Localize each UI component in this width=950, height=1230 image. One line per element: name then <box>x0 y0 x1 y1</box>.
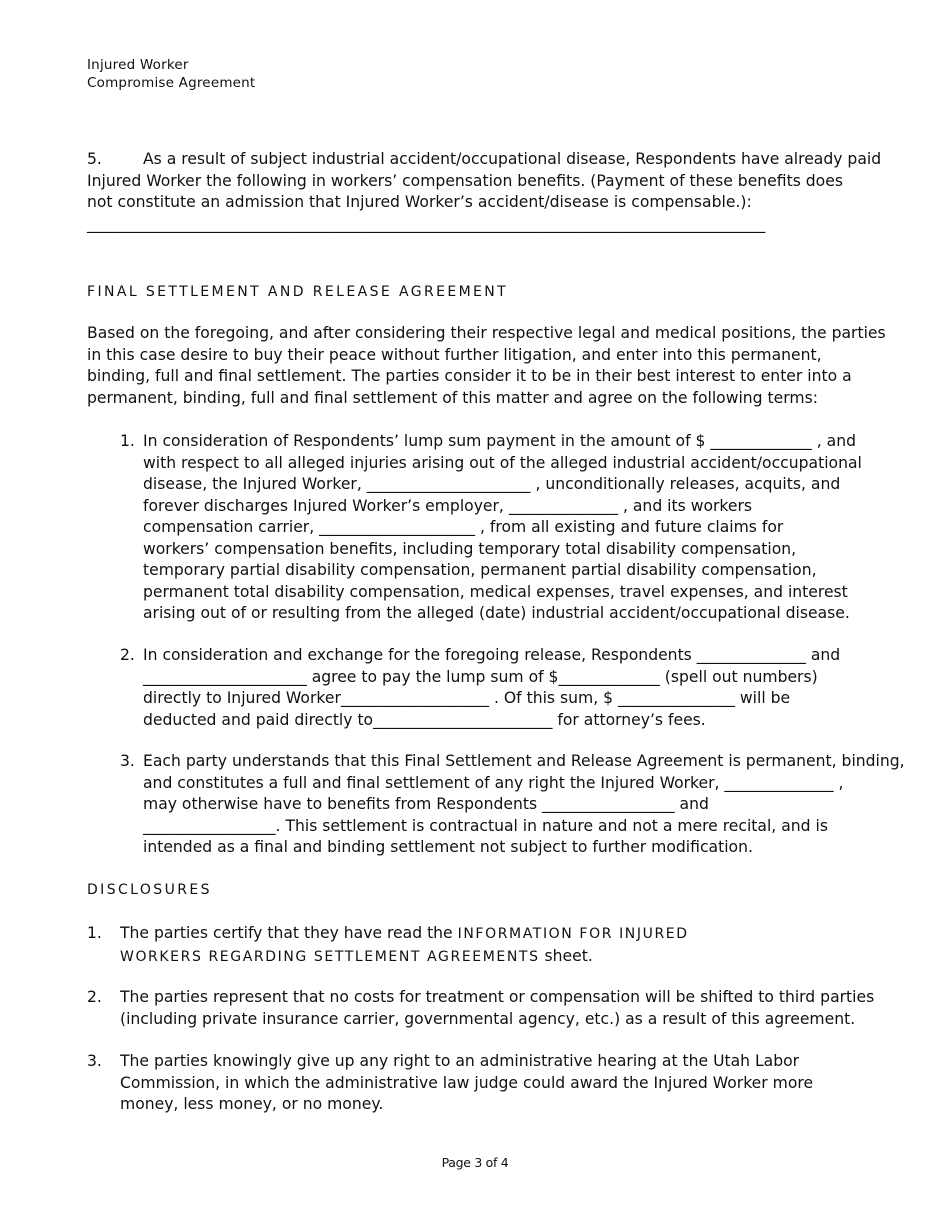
disclosure-1-line2 <box>120 946 689 969</box>
disclosure-2-number: 2. <box>87 988 102 1006</box>
header-title-line1: Injured Worker <box>87 57 189 73</box>
disclosure-1-sheet-title-part1: INFORMATION FOR INJURED <box>457 926 689 942</box>
disclosure-2-body <box>120 987 874 1030</box>
term-1-number: 1. <box>120 432 135 450</box>
disclosure-3-line: The parties knowingly give up any right to an administrative hearing at the Utah Labor <box>120 1052 800 1070</box>
disclosure-2-line: (including private insurance carrier, governmental agency, etc.) as a result of this agreement. <box>120 1009 856 1028</box>
disclosure-2-line: The parties represent that no costs for treatment or compensation will be shifted to third parties <box>120 988 875 1006</box>
disclosure-3-number: 3. <box>87 1052 102 1070</box>
section-5-line3: not constitute an admission that Injured Worker’s accident/disease is compensable.): <box>87 193 752 211</box>
term-1-line: workers’ compensation benefits, including temporary total disability compensation, <box>143 539 797 558</box>
final-settlement-heading: FINAL SETTLEMENT AND RELEASE AGREEMENT <box>87 284 509 300</box>
term-2-line: directly to Injured Worker___________________ . Of this sum, $ _______________ will be <box>143 689 791 707</box>
intro-line: permanent, binding, full and final settlement of this matter and agree on the following terms: <box>87 388 818 407</box>
term-1-line: compensation carrier, ____________________ , from all existing and future claims for <box>143 518 784 536</box>
term-2-number: 2. <box>120 646 135 664</box>
term-1-line: In consideration of Respondents’ lump sum payment in the amount of $ _____________ , and <box>143 432 856 450</box>
disclosure-3-line: money, less money, or no money. <box>120 1095 384 1113</box>
term-1-line: permanent total disability compensation, medical expenses, travel expenses, and interest <box>143 582 848 601</box>
disclosure-1-sheet-title-part2: WORKERS REGARDING SETTLEMENT AGREEMENTS <box>120 948 540 965</box>
term-1-line: forever discharges Injured Worker’s employer, ______________ , and its workers <box>143 496 753 515</box>
term-1-line: disease, the Injured Worker, _____________________ , unconditionally releases, acquits, and <box>143 475 841 493</box>
section-5-number: 5. <box>87 150 102 168</box>
header-title-line2: Compromise Agreement <box>87 75 256 91</box>
intro-line: in this case desire to buy their peace without further litigation, and enter into this permanent, <box>87 345 822 364</box>
page-number-footer: Page 3 of 4 <box>441 1155 509 1170</box>
disclosure-3-line: Commission, in which the administrative law judge could award the Injured Worker more <box>120 1073 814 1092</box>
disclosure-1-suffix: sheet. <box>539 946 593 965</box>
term-2-body <box>143 645 840 731</box>
term-3-line: intended as a final and binding settlement not subject to further modification. <box>143 838 753 856</box>
term-3-body <box>143 751 905 859</box>
intro-line: binding, full and final settlement. The parties consider it to be in their best interest to enter into a <box>87 367 852 385</box>
intro-line: Based on the foregoing, and after considering their respective legal and medical positions, the parties <box>87 324 886 342</box>
disclosure-1-prefix: The parties certify that they have read the <box>120 924 458 942</box>
term-3-number: 3. <box>120 752 135 770</box>
disclosure-1-number: 1. <box>87 924 102 942</box>
final-settlement-intro <box>87 323 886 409</box>
section-5-line2: Injured Worker the following in workers’ compensation benefits. (Payment of these benefits does <box>87 171 843 190</box>
term-3-line: _________________. This settlement is contractual in nature and not a mere recital, and is <box>143 816 828 835</box>
term-1-line: with respect to all alleged injuries arising out of the alleged industrial accident/occupational <box>143 453 862 472</box>
term-2-line: _____________________ agree to pay the lump sum of $_____________ (spell out numbers) <box>143 667 818 686</box>
term-3-line: may otherwise have to benefits from Respondents _________________ and <box>143 795 709 813</box>
term-3-line: and constitutes a full and final settlement of any right the Injured Worker, ______________ , <box>143 773 844 792</box>
term-1-body <box>143 431 862 625</box>
term-2-line: In consideration and exchange for the foregoing release, Respondents ______________ and <box>143 646 841 664</box>
term-3-line: Each party understands that this Final Settlement and Release Agreement is permanent, binding, <box>143 752 905 770</box>
term-1-line: temporary partial disability compensation, permanent partial disability compensation, <box>143 561 817 579</box>
section-5-body <box>87 171 843 236</box>
section-5-blank-line: _______________________________________________________________________________________ <box>87 214 766 233</box>
disclosure-3-body <box>120 1051 813 1116</box>
section-5-line1: As a result of subject industrial accident/occupational disease, Respondents have already paid <box>143 150 882 168</box>
disclosures-heading: DISCLOSURES <box>87 882 212 898</box>
term-2-line: deducted and paid directly to_______________________ for attorney’s fees. <box>143 710 706 729</box>
disclosure-1-line1 <box>120 923 689 946</box>
disclosure-1-body <box>120 923 689 968</box>
term-1-line: arising out of or resulting from the alleged (date) industrial accident/occupational disease. <box>143 604 850 622</box>
